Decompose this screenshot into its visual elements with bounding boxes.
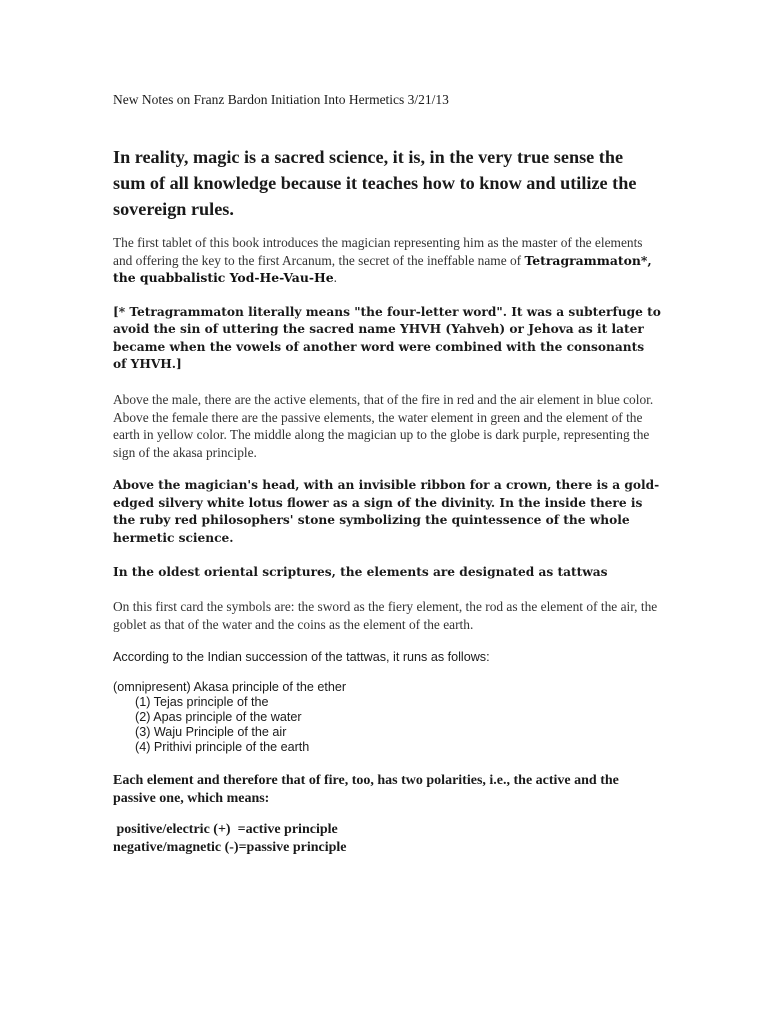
list-item: (3) Waju Principle of the air (135, 725, 287, 739)
list-intro: (omnipresent) Akasa principle of the ether (113, 680, 347, 694)
polarity-negative: negative/magnetic (-)=passive principle (113, 840, 347, 855)
polarity-positive: positive/electric (+) =active principle (113, 822, 338, 837)
paragraph-first-tablet-text: The first tablet of this book introduces the magician representing him as the master of the elements and offering the key to the first Arcanum, the secret of the ineffable name of (113, 235, 643, 268)
paragraph-polarities: Each element and therefore that of fire, too, has two polarities, i.e., the active and the passive one, which means: (113, 773, 619, 806)
tattwas-list (135, 695, 309, 755)
paragraph-indian-succession: According to the Indian succession of the tattwas, it runs as follows: (113, 650, 490, 664)
paragraph-first-tablet (113, 234, 661, 287)
list-item: (4) Prithivi principle of the earth (135, 740, 310, 754)
paragraph-tattwas: In the oldest oriental scriptures, the elements are designated as tattwas (113, 565, 608, 579)
headline: In reality, magic is a sacred science, it is, in the very true sense the sum of all knowledge because it teaches how to know and utilize the sovereign rules. (113, 147, 637, 219)
paragraph-elements-colors: Above the male, there are the active elements, that of the fire in red and the air element in blue color. Above the female there are the passive elements, the water element in green and the element of the earth in yellow color. The middle along the magician up to the globe is dark purple, representing the sign of the akasa principle. (113, 392, 654, 460)
paragraph-tetragrammaton-note: [* Tetragrammaton literally means "the four-letter word". It was a subterfuge to avoid the sin of uttering the sacred name YHVH (Yahveh) or Jehova as it later became when the vowels of another word were combined with the consonants of YHVH.] (113, 305, 661, 371)
list-item: (1) Tejas principle of the (135, 695, 269, 709)
paragraph-first-tablet-end: . (333, 270, 337, 285)
paragraph-card-symbols: On this first card the symbols are: the sword as the fiery element, the rod as the element of the air, the goblet as that of the water and the coins as the element of the earth. (113, 599, 658, 632)
list-item: (2) Apas principle of the water (135, 710, 302, 724)
document-header-line: New Notes on Franz Bardon Initiation Into Hermetics 3/21/13 (113, 92, 449, 107)
paragraph-lotus-flower: Above the magician's head, with an invisible ribbon for a crown, there is a gold-edged silvery white lotus flower as a sign of the divinity. In the inside there is the ruby red philosophers' stone symbolizing the quintessence of the whole hermetic science. (113, 478, 660, 545)
tetragrammaton-phrase: Tetragrammaton*, the quabbalistic Yod-He-Vau-He (113, 252, 652, 285)
